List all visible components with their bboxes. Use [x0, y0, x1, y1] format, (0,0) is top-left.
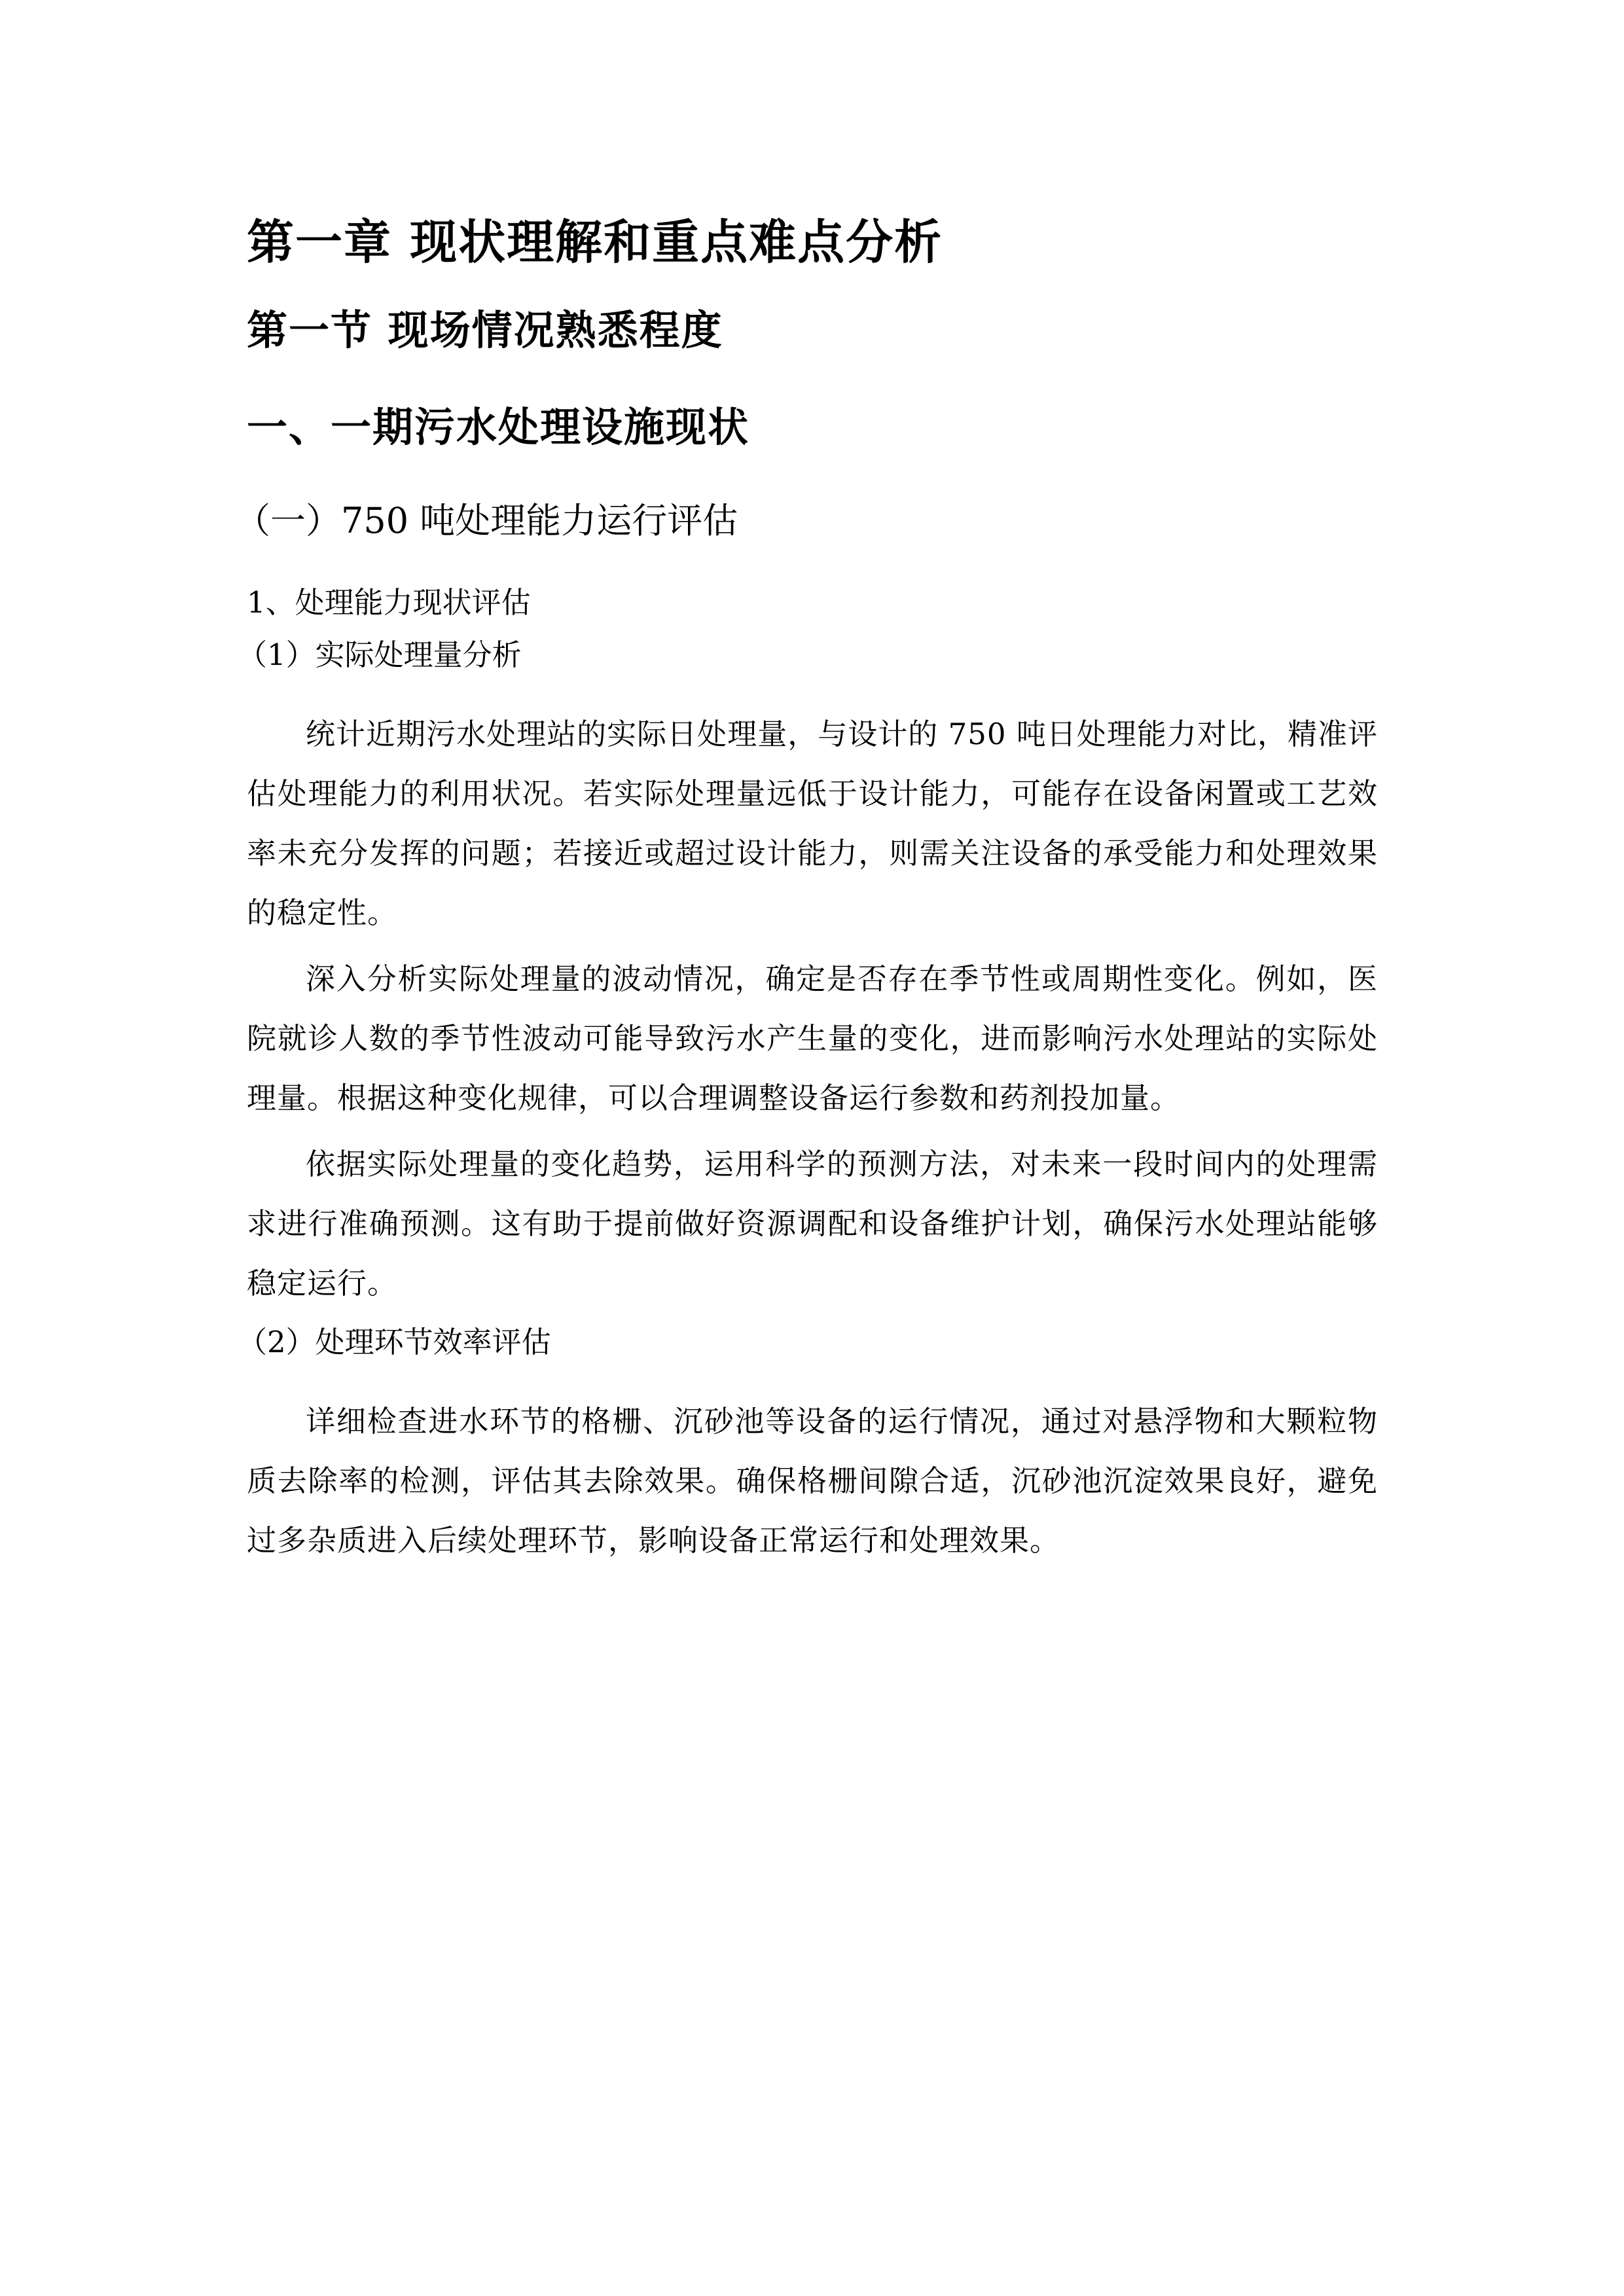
paragraph: 依据实际处理量的变化趋势，运用科学的预测方法，对未来一段时间内的处理需求进行准确预测。这有助于提前做好资源调配和设备维护计划，确保污水处理站能够稳定运行。: [247, 1147, 1378, 1300]
paragraph: 统计近期污水处理站的实际日处理量，与设计的 750 吨日处理能力对比，精准评估处理能力的利用状况。若实际处理量远低于设计能力，可能存在设备闲置或工艺效率未充分发挥的问题；若接近或超过设计能力，则需关注设备的承受能力和处理效果的稳定性。: [247, 717, 1378, 930]
paragraph: 深入分析实际处理量的波动情况，确定是否存在季节性或周期性变化。例如，医院就诊人数的季节性波动可能导致污水产生量的变化，进而影响污水处理站的实际处理量。根据这种变化规律，可以合理调整设备运行参数和药剂投加量。: [247, 961, 1378, 1115]
subsection-title: 一、一期污水处理设施现状: [247, 403, 750, 451]
chapter-title: 第一章 现状理解和重点难点分析: [247, 215, 943, 270]
paragraph: 详细检查进水环节的格栅、沉砂池等设备的运行情况，通过对悬浮物和大颗粒物质去除率的检测，评估其去除效果。确保格栅间隙合适，沉砂池沉淀效果良好，避免过多杂质进入后续处理环节，影响设备正常运行和处理效果。: [247, 1404, 1378, 1558]
sub-point-2-title: （2）处理环节效率评估: [238, 1325, 551, 1359]
sub-point-1-title: （1）实际处理量分析: [238, 637, 522, 672]
item-title: （一）750 吨处理能力运行评估: [235, 500, 738, 541]
document-content: [235, 209, 1378, 1577]
section-title: 第一节 现场情况熟悉程度: [247, 306, 723, 354]
point-title: 1、处理能力现状评估: [247, 585, 531, 620]
